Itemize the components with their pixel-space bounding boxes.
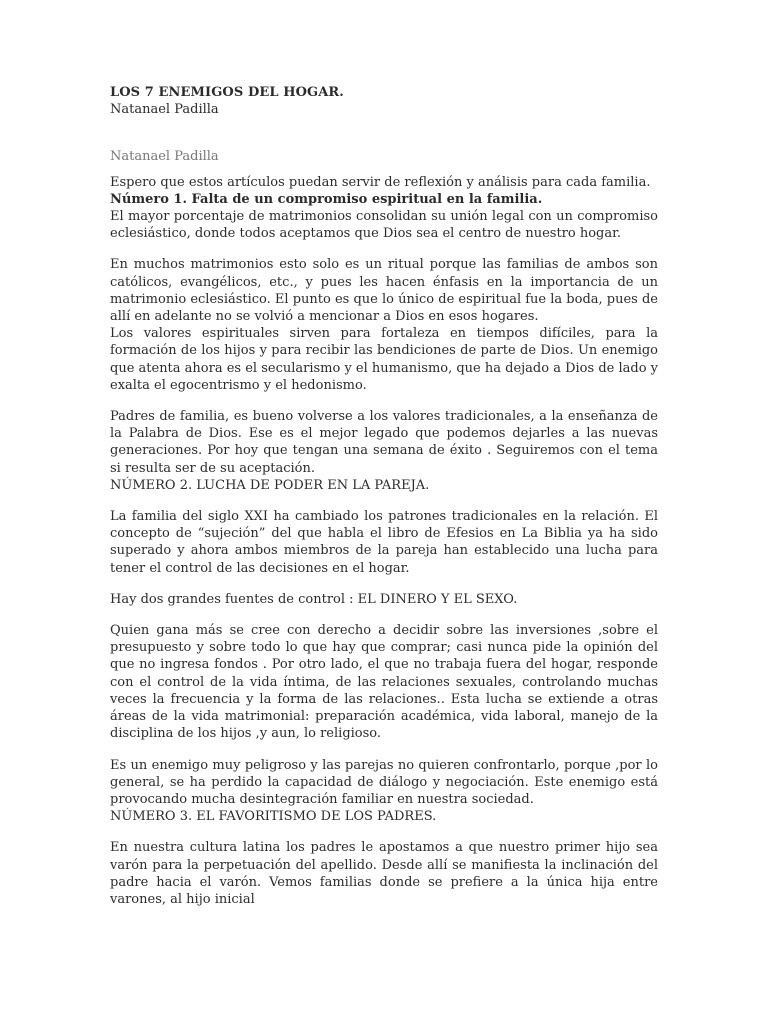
section-2-paragraph-4: Es un enemigo muy peligroso y las parejas no quieren confrontarlo, porque ,por lo general, se ha perdido la capacidad de diálogo y negociación. Este enemigo está provocando mucha desintegración familiar en nuestra sociedad. (110, 757, 658, 807)
document-title: LOS 7 ENEMIGOS DEL HOGAR. (110, 85, 344, 100)
intro-paragraph: Espero que estos artículos puedan servir de reflexión y análisis para cada familia. (110, 174, 651, 190)
section-1-paragraph-4: Padres de familia, es bueno volverse a los valores tradicionales, a la enseñanza de la Palabra de Dios. Ese es el mejor legado que podemos dejarles a las nuevas generaciones. Por hoy que tengan una semana de éxito . Seguiremos con el tema si resulta ser de su aceptación. (110, 409, 658, 476)
section-2-paragraph-1: La familia del siglo XXI ha cambiado los patrones tradicionales en la relación. El concepto de “sujeción” del que habla el libro de Efesios en La Biblia ya ha sido superado y ahora ambos miembros de la pareja han establecido una lucha para tener el control de las decisiones en el hogar. (110, 509, 658, 576)
section-1-paragraph-1: El mayor porcentaje de matrimonios consolidan su unión legal con un compromiso eclesiástico, donde todos aceptamos que Dios sea el centro de nuestro hogar. (110, 209, 658, 242)
section-1-paragraph-2: En muchos matrimonios esto solo es un ritual porque las familias de ambos son católicos, evangélicos, etc., y pues les hacen énfasis en la importancia de un matrimonio eclesiástico. El punto es que lo único de espiritual fue la boda, pues de allí en adelante no se volvió a mencionar a Dios en esos hogares. (110, 257, 658, 325)
document-page (110, 84, 658, 908)
section-2-heading: NÚMERO 2. LUCHA DE PODER EN LA PAREJA. (110, 477, 430, 493)
section-3-heading: NÚMERO 3. EL FAVORITISMO DE LOS PADRES. (110, 809, 437, 825)
section-2-paragraph-2: Hay dos grandes fuentes de control : EL DINERO Y EL SEXO. (110, 591, 518, 607)
section-2-paragraph-3: Quien gana más se cree con derecho a decidir sobre las inversiones ,sobre el presupuesto y sobre todo lo que hay que comprar; casi nunca pide la opinión del que no ingresa fondos . Por otro lado, el que no trabaja fuera del hogar, responde con el control de la vida íntima, de las relaciones sexuales, controlando muchas veces la frecuencia y la forma de las relaciones.. Esta lucha se extiende a otras áreas de la vida matrimonial: preparación académica, vida laboral, manejo de la disciplina de los hijos ,y aun, lo religioso. (110, 623, 658, 742)
author-name-repeat: Natanael Padilla (110, 149, 219, 165)
section-1-heading: Número 1. Falta de un compromiso espiritual en la familia. (110, 191, 543, 207)
section-3-paragraph-1: En nuestra cultura latina los padres le apostamos a que nuestro primer hijo sea varón para la perpetuación del apellido. Desde allí se manifiesta la inclinación del padre hacia el varón. Vemos familias donde se prefiere a la única hija entre varones, al hijo inicial (110, 840, 658, 907)
author-name: Natanael Padilla (110, 102, 219, 118)
section-1-paragraph-3: Los valores espirituales sirven para fortaleza en tiempos difíciles, para la formación de los hijos y para recibir las bendiciones de parte de Dios. Un enemigo que atenta ahora es el secularismo y el humanismo, que ha dejado a Dios de lado y exalta el egocentrismo y el hedonismo. (110, 326, 658, 393)
